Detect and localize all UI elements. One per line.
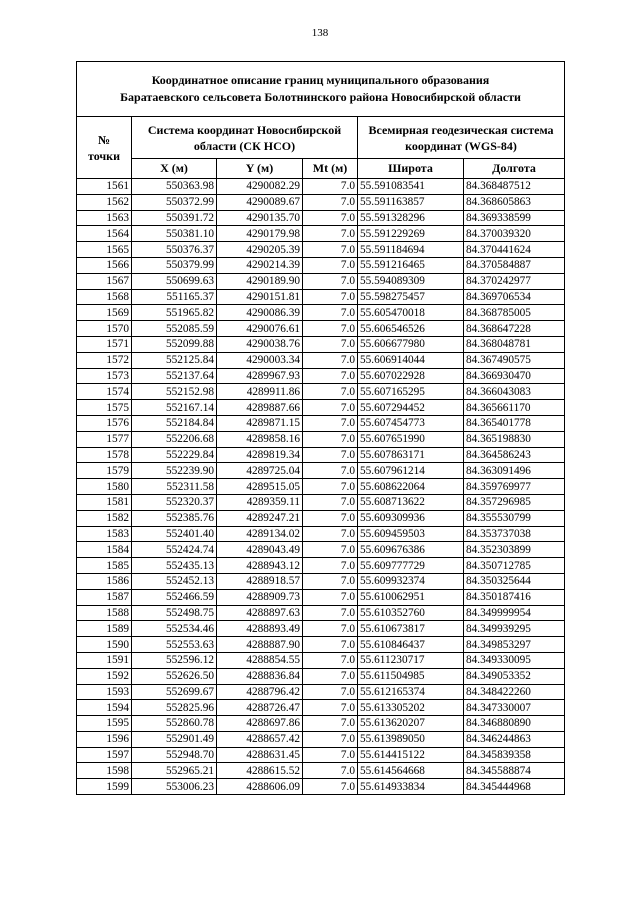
latitude-cell: 55.613305202 [358, 700, 464, 716]
x-coordinate-cell: 552099.88 [132, 336, 217, 352]
mt-column-header: Mt (м) [303, 159, 358, 179]
point-number-cell: 1561 [77, 179, 132, 195]
point-number-cell: 1571 [77, 336, 132, 352]
latitude-cell: 55.591083541 [358, 179, 464, 195]
x-coordinate-cell: 552901.49 [132, 731, 217, 747]
point-number-cell: 1564 [77, 226, 132, 242]
table-row [77, 415, 565, 431]
mt-cell: 7.0 [303, 289, 358, 305]
point-number-cell: 1582 [77, 510, 132, 526]
latitude-cell: 55.607165295 [358, 384, 464, 400]
longitude-cell: 84.349939295 [464, 621, 565, 637]
table-row [77, 305, 565, 321]
y-coordinate-cell: 4289967.93 [217, 368, 303, 384]
latitude-cell: 55.612165374 [358, 684, 464, 700]
longitude-cell: 84.363091496 [464, 463, 565, 479]
mt-cell: 7.0 [303, 621, 358, 637]
latitude-cell: 55.605470018 [358, 305, 464, 321]
mt-cell: 7.0 [303, 447, 358, 463]
x-coordinate-cell: 552311.58 [132, 479, 217, 495]
point-number-cell: 1579 [77, 463, 132, 479]
y-coordinate-cell: 4290076.61 [217, 321, 303, 337]
point-number-cell: 1580 [77, 479, 132, 495]
table-row [77, 652, 565, 668]
y-coordinate-cell: 4289887.66 [217, 400, 303, 416]
table-row [77, 510, 565, 526]
y-coordinate-cell: 4288657.42 [217, 731, 303, 747]
latitude-cell: 55.607961214 [358, 463, 464, 479]
x-coordinate-cell: 552534.46 [132, 621, 217, 637]
latitude-cell: 55.613620207 [358, 716, 464, 732]
x-coordinate-cell: 552184.84 [132, 415, 217, 431]
point-number-cell: 1575 [77, 400, 132, 416]
y-coordinate-cell: 4290089.67 [217, 194, 303, 210]
point-number-cell: 1572 [77, 352, 132, 368]
mt-cell: 7.0 [303, 210, 358, 226]
table-row [77, 763, 565, 779]
mt-cell: 7.0 [303, 558, 358, 574]
y-coordinate-cell: 4289359.11 [217, 494, 303, 510]
y-coordinate-cell: 4290179.98 [217, 226, 303, 242]
y-coordinate-cell: 4289043.49 [217, 542, 303, 558]
table-row [77, 447, 565, 463]
latitude-cell: 55.606677980 [358, 336, 464, 352]
table-row [77, 210, 565, 226]
latitude-column-header: Широта [358, 159, 464, 179]
point-number-cell: 1589 [77, 621, 132, 637]
point-number-cell: 1581 [77, 494, 132, 510]
mt-cell: 7.0 [303, 779, 358, 795]
latitude-cell: 55.608713622 [358, 494, 464, 510]
table-row [77, 637, 565, 653]
latitude-cell: 55.607863171 [358, 447, 464, 463]
point-number-header [77, 117, 132, 179]
table-row [77, 368, 565, 384]
mt-cell: 7.0 [303, 542, 358, 558]
longitude-cell: 84.369706534 [464, 289, 565, 305]
longitude-cell: 84.346244863 [464, 731, 565, 747]
y-coordinate-cell: 4289725.04 [217, 463, 303, 479]
mt-cell: 7.0 [303, 668, 358, 684]
latitude-cell: 55.591163857 [358, 194, 464, 210]
y-coordinate-cell: 4290151.81 [217, 289, 303, 305]
longitude-cell: 84.365661170 [464, 400, 565, 416]
longitude-cell: 84.367490575 [464, 352, 565, 368]
mt-cell: 7.0 [303, 731, 358, 747]
longitude-cell: 84.365198830 [464, 431, 565, 447]
longitude-cell: 84.370584887 [464, 257, 565, 273]
longitude-cell: 84.350187416 [464, 589, 565, 605]
y-coordinate-cell: 4289819.34 [217, 447, 303, 463]
mt-cell: 7.0 [303, 321, 358, 337]
latitude-cell: 55.609309936 [358, 510, 464, 526]
table-row [77, 336, 565, 352]
longitude-cell: 84.359769977 [464, 479, 565, 495]
longitude-cell: 84.369338599 [464, 210, 565, 226]
latitude-cell: 55.611230717 [358, 652, 464, 668]
table-row [77, 779, 565, 795]
table-row [77, 257, 565, 273]
nso-system-header: Система координат Новосибирской области (СК НСО) [132, 117, 358, 159]
x-coordinate-cell: 550379.99 [132, 257, 217, 273]
x-coordinate-cell: 552948.70 [132, 747, 217, 763]
longitude-cell: 84.349999954 [464, 605, 565, 621]
mt-cell: 7.0 [303, 716, 358, 732]
x-coordinate-cell: 551965.82 [132, 305, 217, 321]
mt-cell: 7.0 [303, 684, 358, 700]
longitude-cell: 84.370039320 [464, 226, 565, 242]
table-row [77, 684, 565, 700]
table-row [77, 573, 565, 589]
latitude-cell: 55.591328296 [358, 210, 464, 226]
x-coordinate-cell: 552452.13 [132, 573, 217, 589]
y-coordinate-cell: 4289134.02 [217, 526, 303, 542]
table-row [77, 400, 565, 416]
table-row [77, 700, 565, 716]
longitude-cell: 84.346880890 [464, 716, 565, 732]
mt-cell: 7.0 [303, 257, 358, 273]
point-number-cell: 1574 [77, 384, 132, 400]
y-coordinate-cell: 4289858.16 [217, 431, 303, 447]
point-number-cell: 1583 [77, 526, 132, 542]
coordinates-table [76, 61, 565, 795]
longitude-cell: 84.366930470 [464, 368, 565, 384]
y-coordinate-cell: 4288887.90 [217, 637, 303, 653]
y-coordinate-cell: 4288631.45 [217, 747, 303, 763]
longitude-cell: 84.370441624 [464, 242, 565, 258]
x-coordinate-cell: 552435.13 [132, 558, 217, 574]
y-coordinate-cell: 4288943.12 [217, 558, 303, 574]
coordinates-table-body [77, 179, 565, 795]
point-number-cell: 1599 [77, 779, 132, 795]
table-row [77, 289, 565, 305]
mt-cell: 7.0 [303, 605, 358, 621]
latitude-cell: 55.607651990 [358, 431, 464, 447]
x-coordinate-cell: 550372.99 [132, 194, 217, 210]
latitude-cell: 55.591216465 [358, 257, 464, 273]
x-coordinate-cell: 552466.59 [132, 589, 217, 605]
mt-cell: 7.0 [303, 763, 358, 779]
table-row [77, 384, 565, 400]
latitude-cell: 55.614933834 [358, 779, 464, 795]
mt-cell: 7.0 [303, 463, 358, 479]
table-row [77, 558, 565, 574]
table-row [77, 526, 565, 542]
x-coordinate-cell: 552860.78 [132, 716, 217, 732]
y-coordinate-cell: 4288854.55 [217, 652, 303, 668]
document-title [77, 62, 565, 117]
mt-cell: 7.0 [303, 494, 358, 510]
point-number-cell: 1567 [77, 273, 132, 289]
coordinates-table-wrapper [76, 61, 564, 795]
x-coordinate-cell: 552167.14 [132, 400, 217, 416]
x-coordinate-cell: 552965.21 [132, 763, 217, 779]
y-coordinate-cell: 4290189.90 [217, 273, 303, 289]
point-number-cell: 1598 [77, 763, 132, 779]
longitude-cell: 84.368605863 [464, 194, 565, 210]
point-number-cell: 1591 [77, 652, 132, 668]
point-number-cell: 1592 [77, 668, 132, 684]
table-row [77, 747, 565, 763]
latitude-cell: 55.591184694 [358, 242, 464, 258]
longitude-cell: 84.349853297 [464, 637, 565, 653]
point-number-cell: 1563 [77, 210, 132, 226]
longitude-cell: 84.368487512 [464, 179, 565, 195]
table-row [77, 542, 565, 558]
point-number-cell: 1576 [77, 415, 132, 431]
x-coordinate-cell: 553006.23 [132, 779, 217, 795]
x-coordinate-cell: 552596.12 [132, 652, 217, 668]
y-coordinate-cell: 4288836.84 [217, 668, 303, 684]
mt-cell: 7.0 [303, 431, 358, 447]
x-coordinate-cell: 552085.59 [132, 321, 217, 337]
longitude-cell: 84.357296985 [464, 494, 565, 510]
y-coordinate-cell: 4288918.57 [217, 573, 303, 589]
mt-cell: 7.0 [303, 479, 358, 495]
mt-cell: 7.0 [303, 273, 358, 289]
point-number-cell: 1597 [77, 747, 132, 763]
latitude-cell: 55.598275457 [358, 289, 464, 305]
longitude-cell: 84.368647228 [464, 321, 565, 337]
mt-cell: 7.0 [303, 305, 358, 321]
table-row [77, 242, 565, 258]
mt-cell: 7.0 [303, 573, 358, 589]
x-coordinate-cell: 552125.84 [132, 352, 217, 368]
longitude-cell: 84.355530799 [464, 510, 565, 526]
longitude-cell: 84.345444968 [464, 779, 565, 795]
latitude-cell: 55.610352760 [358, 605, 464, 621]
x-coordinate-cell: 552137.64 [132, 368, 217, 384]
table-row [77, 479, 565, 495]
table-row [77, 731, 565, 747]
mt-cell: 7.0 [303, 179, 358, 195]
y-coordinate-cell: 4290214.39 [217, 257, 303, 273]
longitude-cell: 84.350325644 [464, 573, 565, 589]
latitude-cell: 55.610062951 [358, 589, 464, 605]
point-number-cell: 1586 [77, 573, 132, 589]
longitude-cell: 84.349053352 [464, 668, 565, 684]
latitude-cell: 55.607454773 [358, 415, 464, 431]
point-number-cell: 1565 [77, 242, 132, 258]
point-number-cell: 1569 [77, 305, 132, 321]
point-number-cell: 1566 [77, 257, 132, 273]
latitude-cell: 55.607294452 [358, 400, 464, 416]
latitude-cell: 55.594089309 [358, 273, 464, 289]
point-number-cell: 1588 [77, 605, 132, 621]
latitude-cell: 55.608622064 [358, 479, 464, 495]
mt-cell: 7.0 [303, 226, 358, 242]
longitude-cell: 84.345588874 [464, 763, 565, 779]
y-coordinate-cell: 4290086.39 [217, 305, 303, 321]
point-number-cell: 1584 [77, 542, 132, 558]
mt-cell: 7.0 [303, 368, 358, 384]
mt-cell: 7.0 [303, 652, 358, 668]
longitude-cell: 84.348422260 [464, 684, 565, 700]
latitude-cell: 55.606546526 [358, 321, 464, 337]
y-coordinate-cell: 4288726.47 [217, 700, 303, 716]
longitude-cell: 84.350712785 [464, 558, 565, 574]
mt-cell: 7.0 [303, 336, 358, 352]
y-coordinate-cell: 4289247.21 [217, 510, 303, 526]
table-row [77, 605, 565, 621]
x-coordinate-cell: 552229.84 [132, 447, 217, 463]
table-row [77, 431, 565, 447]
table-row [77, 621, 565, 637]
y-coordinate-cell: 4290082.29 [217, 179, 303, 195]
point-number-cell: 1595 [77, 716, 132, 732]
point-number-cell: 1587 [77, 589, 132, 605]
latitude-cell: 55.609676386 [358, 542, 464, 558]
mt-cell: 7.0 [303, 700, 358, 716]
latitude-cell: 55.609459503 [358, 526, 464, 542]
mt-cell: 7.0 [303, 415, 358, 431]
x-coordinate-cell: 550363.98 [132, 179, 217, 195]
longitude-cell: 84.365401778 [464, 415, 565, 431]
longitude-cell: 84.366043083 [464, 384, 565, 400]
mt-cell: 7.0 [303, 352, 358, 368]
mt-cell: 7.0 [303, 510, 358, 526]
x-coordinate-cell: 552424.74 [132, 542, 217, 558]
mt-cell: 7.0 [303, 194, 358, 210]
longitude-cell: 84.345839358 [464, 747, 565, 763]
x-coordinate-cell: 552206.68 [132, 431, 217, 447]
point-number-cell: 1568 [77, 289, 132, 305]
latitude-cell: 55.614564668 [358, 763, 464, 779]
longitude-cell: 84.353737038 [464, 526, 565, 542]
y-coordinate-cell: 4290135.70 [217, 210, 303, 226]
point-number-cell: 1570 [77, 321, 132, 337]
page-number: 138 [311, 27, 329, 39]
latitude-cell: 55.611504985 [358, 668, 464, 684]
table-row [77, 226, 565, 242]
x-coordinate-cell: 552498.75 [132, 605, 217, 621]
mt-cell: 7.0 [303, 747, 358, 763]
latitude-cell: 55.614415122 [358, 747, 464, 763]
latitude-cell: 55.609932374 [358, 573, 464, 589]
y-coordinate-cell: 4289871.15 [217, 415, 303, 431]
x-coordinate-cell: 551165.37 [132, 289, 217, 305]
latitude-cell: 55.609777729 [358, 558, 464, 574]
point-number-cell: 1593 [77, 684, 132, 700]
latitude-cell: 55.591229269 [358, 226, 464, 242]
point-number-cell: 1594 [77, 700, 132, 716]
x-coordinate-cell: 550376.37 [132, 242, 217, 258]
point-number-cell: 1585 [77, 558, 132, 574]
y-column-header: Y (м) [217, 159, 303, 179]
table-row [77, 668, 565, 684]
title-line-2: Баратаевского сельсовета Болотнинского района Новосибирской области [120, 90, 521, 104]
y-coordinate-cell: 4288893.49 [217, 621, 303, 637]
point-number-cell: 1577 [77, 431, 132, 447]
point-number-header-line-2: точки [87, 148, 121, 163]
x-coordinate-cell: 550381.10 [132, 226, 217, 242]
table-row [77, 194, 565, 210]
mt-cell: 7.0 [303, 400, 358, 416]
table-row [77, 273, 565, 289]
x-coordinate-cell: 552239.90 [132, 463, 217, 479]
x-coordinate-cell: 552553.63 [132, 637, 217, 653]
y-coordinate-cell: 4289911.86 [217, 384, 303, 400]
point-number-cell: 1596 [77, 731, 132, 747]
latitude-cell: 55.606914044 [358, 352, 464, 368]
longitude-cell: 84.364586243 [464, 447, 565, 463]
mt-cell: 7.0 [303, 589, 358, 605]
longitude-cell: 84.349330095 [464, 652, 565, 668]
point-number-cell: 1590 [77, 637, 132, 653]
y-coordinate-cell: 4290003.34 [217, 352, 303, 368]
y-coordinate-cell: 4288697.86 [217, 716, 303, 732]
mt-cell: 7.0 [303, 242, 358, 258]
title-line-1: Координатное описание границ муниципального образования [151, 73, 490, 87]
point-number-cell: 1578 [77, 447, 132, 463]
point-number-header-line-1: № [97, 132, 111, 147]
latitude-cell: 55.610846437 [358, 637, 464, 653]
x-column-header: X (м) [132, 159, 217, 179]
y-coordinate-cell: 4290038.76 [217, 336, 303, 352]
wgs-system-header: Всемирная геодезическая система координат (WGS-84) [358, 117, 565, 159]
longitude-column-header: Долгота [464, 159, 565, 179]
mt-cell: 7.0 [303, 526, 358, 542]
mt-cell: 7.0 [303, 637, 358, 653]
table-row [77, 179, 565, 195]
longitude-cell: 84.368785005 [464, 305, 565, 321]
y-coordinate-cell: 4288615.52 [217, 763, 303, 779]
x-coordinate-cell: 552699.67 [132, 684, 217, 700]
longitude-cell: 84.368048781 [464, 336, 565, 352]
y-coordinate-cell: 4289515.05 [217, 479, 303, 495]
mt-cell: 7.0 [303, 384, 358, 400]
table-row [77, 716, 565, 732]
table-row [77, 352, 565, 368]
y-coordinate-cell: 4288897.63 [217, 605, 303, 621]
table-row [77, 494, 565, 510]
x-coordinate-cell: 552626.50 [132, 668, 217, 684]
longitude-cell: 84.370242977 [464, 273, 565, 289]
x-coordinate-cell: 552152.98 [132, 384, 217, 400]
table-row [77, 463, 565, 479]
y-coordinate-cell: 4288606.09 [217, 779, 303, 795]
y-coordinate-cell: 4288909.73 [217, 589, 303, 605]
longitude-cell: 84.347330007 [464, 700, 565, 716]
table-row [77, 321, 565, 337]
latitude-cell: 55.607022928 [358, 368, 464, 384]
x-coordinate-cell: 550699.63 [132, 273, 217, 289]
longitude-cell: 84.352303899 [464, 542, 565, 558]
y-coordinate-cell: 4288796.42 [217, 684, 303, 700]
point-number-cell: 1573 [77, 368, 132, 384]
latitude-cell: 55.613989050 [358, 731, 464, 747]
y-coordinate-cell: 4290205.39 [217, 242, 303, 258]
table-row [77, 589, 565, 605]
x-coordinate-cell: 552825.96 [132, 700, 217, 716]
latitude-cell: 55.610673817 [358, 621, 464, 637]
x-coordinate-cell: 552385.76 [132, 510, 217, 526]
x-coordinate-cell: 552401.40 [132, 526, 217, 542]
point-number-cell: 1562 [77, 194, 132, 210]
x-coordinate-cell: 552320.37 [132, 494, 217, 510]
x-coordinate-cell: 550391.72 [132, 210, 217, 226]
